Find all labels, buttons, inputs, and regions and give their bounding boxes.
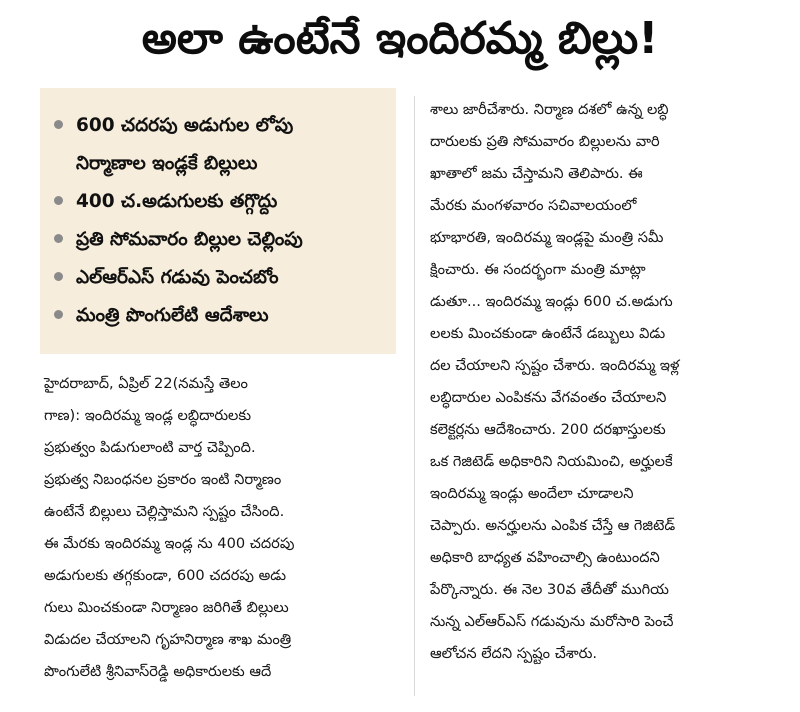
article-line: డుతూ... ఇందిరమ్మ ఇండ్లు 600 చ.అడుగు (430, 293, 673, 310)
article-line: అడుగులకు తగ్గకుండా, 600 చదరపు అడు (44, 567, 287, 584)
article-line: లబ్ధిదారుల ఎంపికను వేగవంతం చేయాలని (430, 389, 667, 406)
article-line: దల చేయాలని స్పష్టం చేశారు. ఇందిరమ్మ ఇళ్ల (430, 357, 680, 374)
highlight-item (40, 182, 396, 222)
highlight-item (40, 258, 396, 298)
highlight-text: ఎల్‌ఆర్‌ఎస్ గడువు పెంచబోం (76, 267, 279, 288)
bullet-icon (54, 272, 63, 281)
article-line: పొంగులేటి శ్రీనివాస్‌రెడ్డి అధికారులకు ఆదే (44, 663, 272, 680)
article-line: శాలు జారీచేశారు. నిర్మాణ దశలో ఉన్న లబ్ధి (430, 101, 669, 118)
article-line: నున్న ఎల్‌ఆర్‌ఎస్ గడువును మరోసారి పెంచే (430, 613, 674, 630)
article-line: భూభారతి, ఇందిరమ్మ ఇండ్లపై మంత్రి సమీ (430, 229, 664, 246)
article-line: విడుదల చేయాలని గృహనిర్మాణ శాఖ మంత్రి (44, 631, 292, 648)
column-divider (414, 96, 415, 696)
bullet-icon (54, 120, 63, 129)
bullet-icon (54, 234, 63, 243)
article-line: ప్రభుత్వ నిబంధనల ప్రకారం ఇంటి నిర్మాణం (44, 471, 282, 488)
article-line: దారులకు ప్రతి సోమవారం బిల్లులను వారి (430, 133, 660, 150)
highlight-text: 400 చ.అడుగులకు తగ్గొద్దు (76, 191, 278, 212)
article-line: కలెక్టర్లను ఆదేశించారు. 200 దరఖాస్తులకు (430, 421, 666, 438)
highlight-item (40, 106, 396, 146)
article-line: లలకు మించకుండా ఉంటేనే డబ్బులు విడు (430, 325, 666, 342)
highlight-text: మంత్రి పొంగులేటి ఆదేశాలు (76, 305, 269, 326)
article-line: ఒక గెజిటెడ్ అధికారిని నియమించి, అర్హులకే (430, 453, 673, 470)
article-line: గులు మించకుండా నిర్మాణం జరిగితే బిల్లులు (44, 599, 289, 616)
bullet-icon (54, 196, 63, 205)
highlight-item (40, 220, 396, 260)
article-line: హైదరాబాద్, ఏప్రిల్ 22(నమస్తే తెలం (44, 375, 248, 392)
article-line: క్షించారు. ఈ సందర్భంగా మంత్రి మాట్లా (430, 261, 646, 278)
article-line: అధికారి బాధ్యత వహించాల్సి ఉంటుందని (430, 549, 660, 566)
bullet-icon (54, 310, 63, 319)
article-line: ఉంటేనే బిల్లులు చెల్లిస్తామని స్పష్టం చేసింది. (44, 503, 285, 520)
article-line: ఇందిరమ్మ ఇండ్లు అందేలా చూడాలని (430, 485, 634, 502)
article-line: ఖాతాలో జమ చేస్తామని తెలిపారు. ఈ (430, 165, 643, 182)
headline: అలా ఉంటేనే ఇందిరమ్మ బిల్లు! (141, 13, 659, 64)
highlight-item (40, 296, 396, 336)
article-line: ఈ మేరకు ఇందిరమ్మ ఇండ్ల ను 400 చదరపు (44, 535, 295, 552)
article-line: ప్రభుత్వం పిడుగులాంటి వార్త చెప్పింది. (44, 439, 256, 456)
highlight-text: 600 చదరపు అడుగుల లోపు (76, 115, 294, 136)
article-line: పేర్కొన్నారు. ఈ నెల 30వ తేదీతో ముగియ (430, 581, 669, 598)
article-line: గాణ): ఇందిరమ్మ ఇండ్ల లబ్ధిదారులకు (44, 407, 252, 424)
highlight-text: ప్రతి సోమవారం బిల్లుల చెల్లింపు (76, 229, 303, 250)
highlight-text-continued: నిర్మాణాల ఇండ్లకే బిల్లులు (76, 153, 258, 174)
article-line: మేరకు మంగళవారం సచివాలయంలో (430, 197, 637, 214)
article-line: ఆలోచన లేదని స్పష్టం చేశారు. (430, 645, 598, 662)
highlights-box (40, 88, 396, 354)
article-line: చెప్పారు. అనర్హులను ఎంపిక చేస్తే ఆ గెజిటెడ్ (430, 517, 676, 534)
